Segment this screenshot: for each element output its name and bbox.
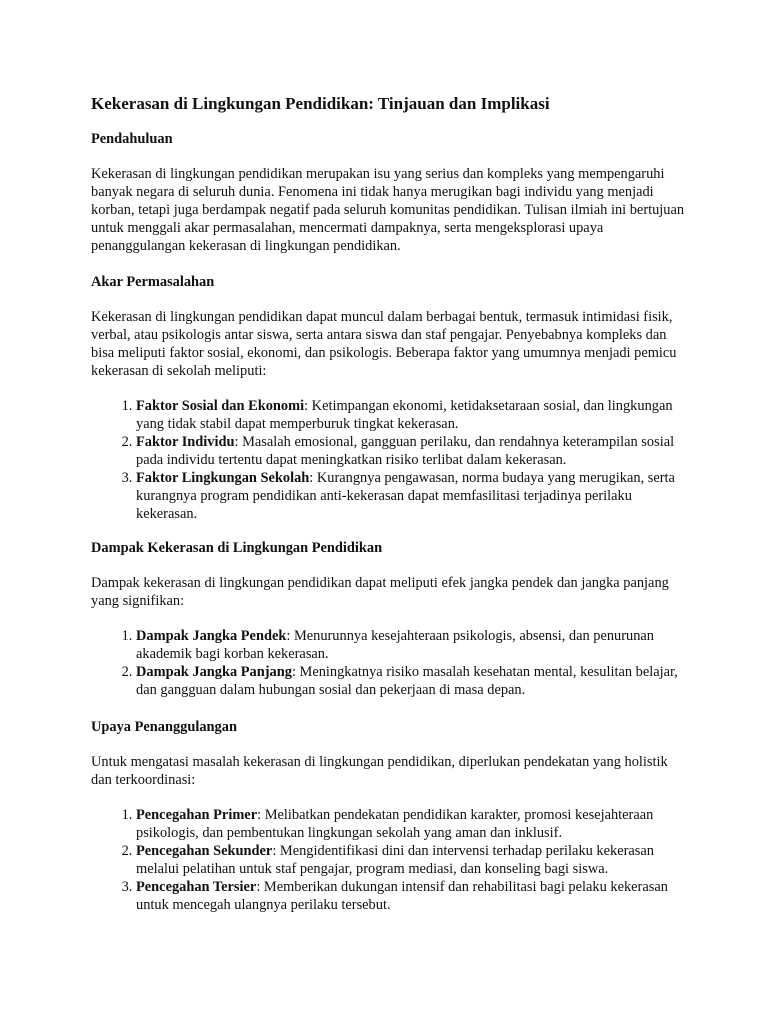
- list-upaya-penanggulangan: [91, 806, 691, 914]
- list-item-term: Dampak Jangka Panjang: [136, 664, 292, 680]
- list-item: [136, 397, 691, 433]
- list-item-text: : Ketimpangan ekonomi, ketidaksetaraan sosial, dan lingkungan yang tidak stabil dapat memperburuk tingkat kekerasan.: [136, 398, 673, 432]
- list-item: [136, 878, 691, 914]
- list-item-term: Pencegahan Sekunder: [136, 843, 273, 859]
- document-page: [91, 93, 691, 914]
- list-item-term: Pencegahan Primer: [136, 807, 258, 823]
- list-item-term: Faktor Sosial dan Ekonomi: [136, 398, 305, 414]
- list-item-text: : Mengidentifikasi dini dan intervensi terhadap perilaku kekerasan melalui pelatihan untuk staf pengajar, program mediasi, dan konseling bagi siswa.: [136, 843, 654, 877]
- heading-akar-permasalahan: Akar Permasalahan: [91, 274, 215, 290]
- list-item: [136, 627, 691, 663]
- list-item-text: : Kurangnya pengawasan, norma budaya yang merugikan, serta kurangnya program pendidikan anti-kekerasan dapat memfasilitasi terjadinya perilaku kekerasan.: [136, 470, 675, 522]
- list-item: [136, 806, 691, 842]
- paragraph-dampak: Dampak kekerasan di lingkungan pendidikan dapat meliputi efek jangka pendek dan jangka panjang yang signifikan:: [91, 575, 669, 609]
- list-akar-permasalahan: [91, 397, 691, 523]
- document-title: Kekerasan di Lingkungan Pendidikan: Tinjauan dan Implikasi: [91, 94, 550, 113]
- list-item-text: : Meningkatnya risiko masalah kesehatan mental, kesulitan belajar, dan gangguan dalam hubungan sosial dan pekerjaan di masa depan.: [136, 664, 678, 698]
- heading-upaya-penanggulangan: Upaya Penanggulangan: [91, 719, 237, 735]
- list-item-text: : Memberikan dukungan intensif dan rehabilitasi bagi pelaku kekerasan untuk mencegah ulangnya perilaku tersebut.: [136, 879, 668, 913]
- list-dampak: [91, 627, 691, 699]
- list-item-text: : Masalah emosional, gangguan perilaku, dan rendahnya keterampilan sosial pada individu tertentu dapat meningkatkan risiko terlibat dalam kekerasan.: [136, 434, 675, 468]
- list-item-text: : Melibatkan pendekatan pendidikan karakter, promosi kesejahteraan psikologis, dan pembentukan lingkungan sekolah yang aman dan inklusif.: [136, 807, 654, 841]
- heading-pendahuluan: Pendahuluan: [91, 131, 173, 147]
- paragraph-pendahuluan: Kekerasan di lingkungan pendidikan merupakan isu yang serius dan kompleks yang mempengaruhi banyak negara di seluruh dunia. Fenomena ini tidak hanya merugikan bagi individu yang menjadi korban, tetapi juga berdampak negatif pada seluruh komunitas pendidikan. Tulisan ilmiah ini bertujuan untuk menggali akar permasalahan, mencermati dampaknya, serta mengeksplorasi upaya penanggulangan kekerasan di lingkungan pendidikan.: [91, 166, 685, 254]
- list-item-text: : Menurunnya kesejahteraan psikologis, absensi, dan penurunan akademik bagi korban kekerasan.: [136, 628, 655, 662]
- list-item-term: Faktor Lingkungan Sekolah: [136, 470, 310, 486]
- list-item: [136, 469, 691, 523]
- list-item: [136, 842, 691, 878]
- paragraph-akar-permasalahan: Kekerasan di lingkungan pendidikan dapat muncul dalam berbagai bentuk, termasuk intimidasi fisik, verbal, atau psikologis antar siswa, serta antara siswa dan staf pengajar. Penyebabnya kompleks dan bisa meliputi faktor sosial, ekonomi, dan psikologis. Beberapa faktor yang umumnya menjadi pemicu kekerasan di sekolah meliputi:: [91, 309, 677, 379]
- list-item: [136, 663, 691, 699]
- paragraph-upaya-penanggulangan: Untuk mengatasi masalah kekerasan di lingkungan pendidikan, diperlukan pendekatan yang holistik dan terkoordinasi:: [91, 754, 668, 788]
- list-item: [136, 433, 691, 469]
- list-item-term: Faktor Individu: [136, 434, 235, 450]
- list-item-term: Dampak Jangka Pendek: [136, 628, 287, 644]
- list-item-term: Pencegahan Tersier: [136, 879, 257, 895]
- heading-dampak: Dampak Kekerasan di Lingkungan Pendidikan: [91, 540, 383, 556]
